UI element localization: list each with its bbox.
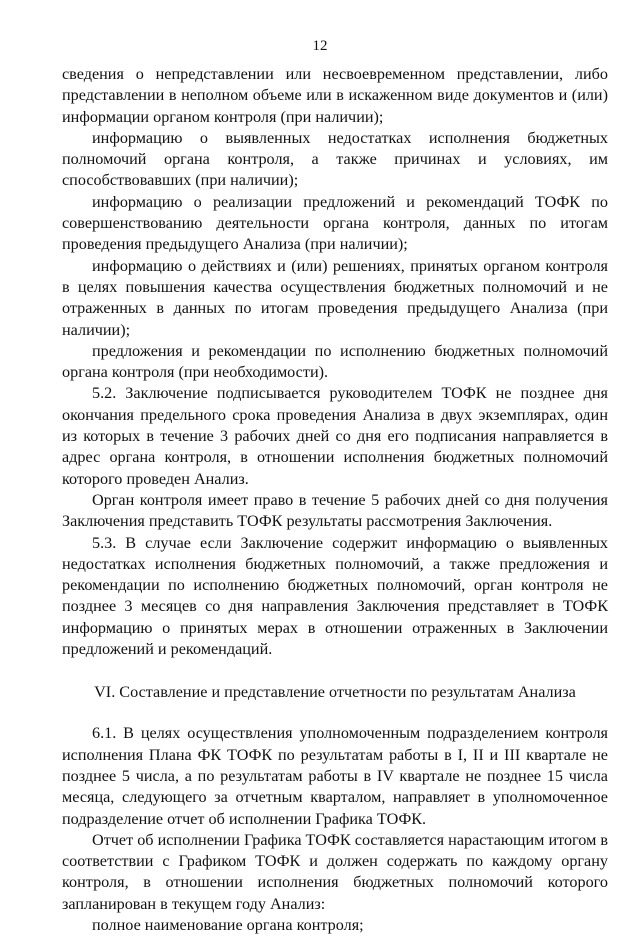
paragraph: Орган контроля имеет право в течение 5 рабочих дней со дня получения Заключения представить ТОФК результаты рассмотрения Заключения. (62, 490, 608, 531)
document-body (62, 64, 608, 936)
paragraph: предложения и рекомендации по исполнению бюджетных полномочий органа контроля (при необходимости). (62, 341, 608, 382)
paragraph: сведения о непредставлении или несвоевременном представлении, либо представлении в неполном объеме или в искаженном виде документов и (или) информации органом контроля (при наличии); (62, 65, 608, 126)
paragraph: Отчет об исполнении Графика ТОФК составляется нарастающим итогом в соответствии с Графиком ТОФК и должен содержать по каждому органу контроля, в отношении исполнения бюджетных полномочий которого запланирован в текущем году Анализ: (62, 830, 609, 913)
paragraph: информацию о действиях и (или) решениях, принятых органом контроля в целях повышения качества осуществления бюджетных полномочий и не отраженных в данных по итогам проведения предыдущего Анализа (при наличии); (62, 256, 608, 339)
paragraph: информацию о выявленных недостатках исполнения бюджетных полномочий органа контроля, а также причинах и условиях, им способствовавших (при наличии); (62, 128, 608, 190)
paragraph: 5.3. В случае если Заключение содержит информацию о выявленных недостатках исполнения бюджетных полномочий, а также предложения и рекомендации по исполнению бюджетных полномочий, орган контроля не позднее 3 месяцев со дня направления Заключения представляет в ТОФК информацию о принятых мерах в отношении отраженных в Заключении предложений и рекомендаций. (62, 533, 608, 659)
paragraph: 5.2. Заключение подписывается руководителем ТОФК не позднее дня окончания предельного срока проведения Анализа в двух экземплярах, один из которых в течение 3 рабочих дней со дня его подписания направляется в адрес органа контроля, в отношении исполнения бюджетных полномочий которого проведен Анализ. (62, 384, 608, 488)
paragraph: 6.1. В целях осуществления уполномоченным подразделением контроля исполнения Плана ФК ТОФК по результатам работы в I, II и III квартале не позднее 5 числа, а по результатам работы в IV квартале не позднее 15 числа месяца, следующего за отчетным кварталом, направляет в уполномоченное подразделение отчет об исполнении Графика ТОФК. (62, 724, 608, 828)
paragraph: полное наименование органа контроля; (92, 915, 364, 934)
section-heading: VI. Составление и представление отчетности по результатам Анализа (94, 683, 576, 702)
paragraph: информацию о реализации предложений и рекомендаций ТОФК по совершенствованию деятельности органа контроля, данных по итогам проведения предыдущего Анализа (при наличии); (62, 192, 608, 254)
page-number: 12 (312, 38, 328, 54)
